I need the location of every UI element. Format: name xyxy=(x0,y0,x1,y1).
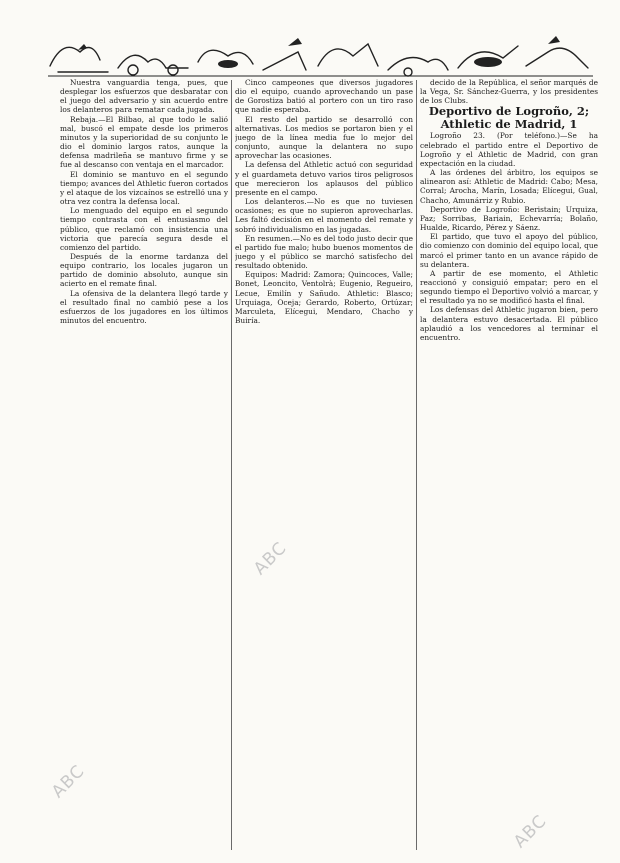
paragraph: El dominio se mantuvo en el segundo tiempo; avances del Athletic fueron cortados y el ataque de los vizcaínos se estrelló una y otra vez contra la defensa local. xyxy=(60,169,228,207)
watermark: ABC xyxy=(250,538,291,580)
article-column-2 xyxy=(235,78,413,848)
paragraph: Logroño 23. (Por teléfono.)—Se ha celebrado el partido entre el Deportivo de Logroño y el Athletic de Madrid, con gran expectación en la ciudad. xyxy=(420,131,598,168)
paragraph: Rebaja.—El Bilbao, al que todo le salió mal, buscó el empate desde los primeros minutos y la superioridad de su conjunto le dio el dominio largos ratos, aunque la defensa madrileña se mantuvo firme y se fue al descanso con ventaja en el marcador. xyxy=(60,114,228,170)
paragraph: El resto del partido se desarrolló con alternativas. Los medios se portaron bien y el juego de la línea media fue lo mejor del conjunto, aunque la delantera no supo aprovechar las ocasiones. xyxy=(235,114,413,161)
header-illustration xyxy=(48,32,593,78)
paragraph: Cinco campeones que diversos jugadores dio el equipo, cuando aprovechando un pase de Gorostiza batió al portero con un tiro raso que nadie esperaba. xyxy=(235,78,413,115)
paragraph: Equipos: Madrid: Zamora; Quincoces, Valle; Bonet, Leoncito, Ventolrà; Eugenio, Regueiro, Lecue, Emilín y Sañudo. Athletic: Blasco; Urquiaga, Oceja; Gerardo, Roberto, Ortúzar; Marculeta, Elícegui, Mendaro, Chacho y Buiría. xyxy=(235,270,413,326)
paragraph: Los delanteros.—No es que no tuviesen ocasiones; es que no supieron aprovecharlas. Les faltó decisión en el momento del remate y sobró individualismo en las jugadas. xyxy=(235,197,413,234)
paragraph: El partido, que tuvo el apoyo del público, dio comienzo con dominio del equipo local, que marcó el primer tanto en un avance rápido de su delantera. xyxy=(420,232,598,269)
paragraph: Después de la enorme tardanza del equipo contrario, los locales jugaron un partido de dominio absoluto, aunque sin acierto en el remate final. xyxy=(60,251,228,289)
article-title: Deportivo de Logroño, 2; Athletic de Madrid, 1 xyxy=(428,104,590,132)
paragraph: Los defensas del Athletic jugaron bien, pero la delantera estuvo desacertada. El público aplaudió a los vencedores al terminar el encuentro. xyxy=(420,305,598,342)
paragraph: Deportivo de Logroño: Beristain; Urquiza, Paz; Sorribas, Bariain, Echevarría; Bolaño, Hualde, Ricardo, Pérez y Sáenz. xyxy=(420,204,598,233)
paragraph: Lo menguado del equipo en el segundo tiempo contrasta con el entusiasmo del público, que reclamó con insistencia una victoria que parecía segura desde el comienzo del partido. xyxy=(60,206,228,252)
paragraph: Nuestra vanguardia tenga, pues, que desplegar los esfuerzos que desbaratar con el juego del adversario y sin acuerdo entre los delanteros para rematar cada jugada. xyxy=(60,78,228,115)
article-column-3 xyxy=(420,78,598,848)
article-column-1 xyxy=(60,78,228,848)
paragraph: A partir de ese momento, el Athletic reaccionó y consiguió empatar; pero en el segundo tiempo el Deportivo volvió a marcar, y el resultado ya no se modificó hasta el final. xyxy=(420,268,598,306)
column-divider xyxy=(231,80,232,850)
paragraph: decido de la República, el señor marqués de la Vega, Sr. Sánchez-Guerra, y los presidentes de los Clubs. xyxy=(420,78,598,106)
watermark: ABC xyxy=(510,811,551,853)
paragraph: A las órdenes del árbitro, los equipos se alinearon así: Athletic de Madrid: Cabo; Mesa, Corral; Arocha, Marín, Losada; Elícegui, Gual, Chacho, Amunárriz y Rubio. xyxy=(420,168,598,205)
column-divider xyxy=(416,80,417,850)
watermark: ABC xyxy=(48,761,89,803)
paragraph: La ofensiva de la delantera llegó tarde y el resultado final no cambió pese a los esfuerzos de los jugadores en los últimos minutos del encuentro. xyxy=(60,288,228,326)
paragraph: La defensa del Athletic actuó con seguridad y el guardameta detuvo varios tiros peligrosos que merecieron los aplausos del público presente en el campo. xyxy=(235,160,413,197)
paragraph: En resumen.—No es del todo justo decir que el partido fue malo; hubo buenos momentos de juego y el público se marchó satisfecho del resultado obtenido. xyxy=(235,233,413,271)
